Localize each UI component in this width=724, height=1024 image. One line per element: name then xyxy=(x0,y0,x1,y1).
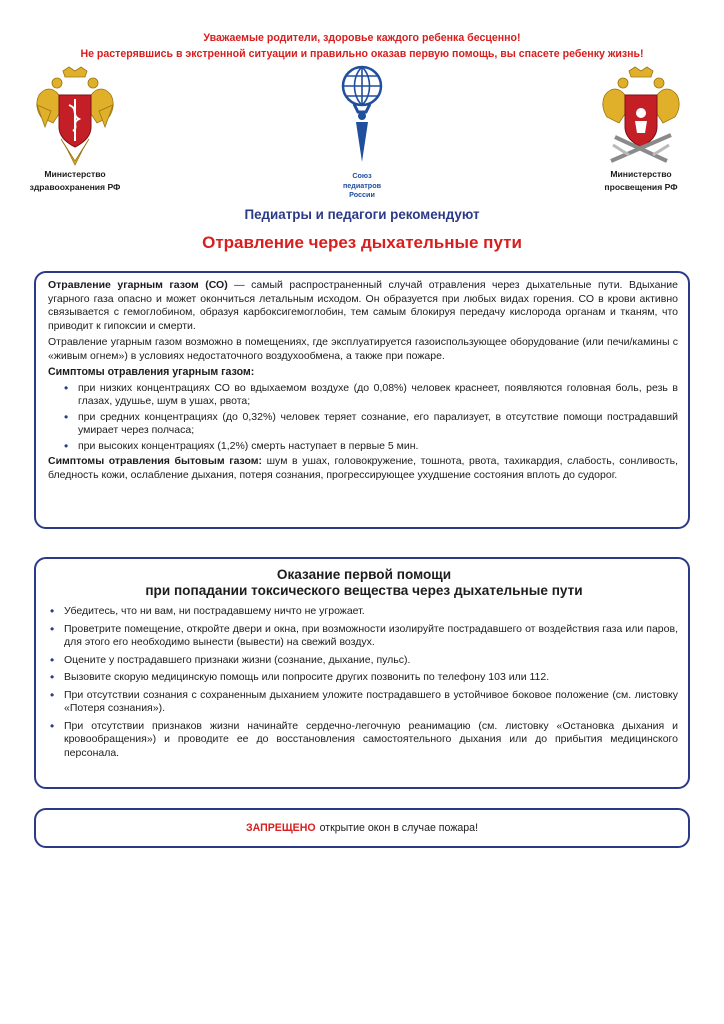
household-gas-paragraph xyxy=(48,455,678,482)
pediatric-union-logo xyxy=(322,64,402,200)
logo-caption-line: просвещения РФ xyxy=(604,182,678,192)
first-aid-title xyxy=(50,567,678,599)
first-aid-title-line-2: при попадании токсического вещества через дыхательные пути xyxy=(145,583,583,598)
header-appeal xyxy=(0,30,724,62)
header-line-1: Уважаемые родители, здоровье каждого ребенка бесценно! xyxy=(203,32,521,44)
warning-bold: ЗАПРЕЩЕНО xyxy=(245,822,316,834)
logo-caption-line: педиатров xyxy=(342,180,382,190)
co-symptoms-list xyxy=(48,382,678,454)
intro-text: — самый распространенный случай отравления через дыхательные пути. Вдыхание угарного газа опасно и может окончиться летальным исходом. Он образуется при любых видах горения. СО в крови активно связывается с гемоглобином, образуя карбоксигемоглобин, тем самым блокируя передачу кислорода органам и тканям, что приводит к гипоксии и смерти. xyxy=(48,279,678,332)
header-line-2: Не растерявшись в экстренной ситуации и правильно оказав первую помощь, вы спасете ребенку жизнь! xyxy=(80,48,644,60)
logo-caption-line: Союз xyxy=(352,171,372,180)
list-item: • Убедитесь, что ни вам, ни пострадавшему ничто не угрожает. xyxy=(50,605,678,619)
recommendation-heading: Педиатры и педагоги рекомендуют xyxy=(244,207,480,222)
list-item: • При отсутствии сознания с сохраненным дыханием уложите пострадавшего в устойчивое боковое положение (см. листовку «Потеря сознания»). xyxy=(50,689,678,716)
logo-caption-line: здравоохранения РФ xyxy=(29,182,121,192)
intro-paragraph xyxy=(48,279,678,333)
globe-figure-icon xyxy=(334,64,390,166)
list-item: • Вызовите скорую медицинскую помощь или попросите других позвонить по телефону 103 или 112. xyxy=(50,671,678,685)
list-item: • При отсутствии признаков жизни начинайте сердечно-легочную реанимацию (см. листовку «Остановка дыхания и кровообращения») и проводите ее до восстановления самостоятельного дыхания или до прибытия медицинского персонала. xyxy=(50,720,678,761)
first-aid-steps-list xyxy=(50,605,678,760)
logo-caption-line: Министерство xyxy=(44,169,106,179)
intro-bold-term: Отравление угарным газом (СО) xyxy=(48,279,228,291)
list-item: • при низких концентрациях СО во вдыхаемом воздухе (до 0,08%) человек краснеет, появляются головная боль, резь в глазах, удушье, шум в ушах, рвота; xyxy=(48,382,678,409)
first-aid-title-line-1: Оказание первой помощи xyxy=(276,567,452,582)
list-item: • Оцените у пострадавшего признаки жизни (сознание, дыхание, пульс). xyxy=(50,654,678,668)
ministry-health-logo xyxy=(20,65,130,193)
list-item: • при средних концентрациях (до 0,32%) человек теряет сознание, его парализует, в отсутствие помощи пострадавший умирает через полчаса; xyxy=(48,411,678,438)
warning-box xyxy=(34,808,690,848)
co-symptoms-heading: Симптомы отравления угарным газом: xyxy=(48,366,255,378)
list-item: • Проветрите помещение, откройте двери и окна, при возможности изолируйте пострадавшего от воздействия газа или паров, для этого его необходимо вынести (вывести) на свежий воздух. xyxy=(50,623,678,650)
list-item: • при высоких концентрациях (1,2%) смерть наступает в первые 5 мин. xyxy=(48,440,678,454)
logo-caption-line: Министерство xyxy=(610,169,672,179)
warning-text xyxy=(36,810,688,846)
first-aid-box xyxy=(34,557,690,789)
warning-rest: открытие окон в случае пожара! xyxy=(319,822,479,834)
double-headed-eagle-icon xyxy=(35,65,115,167)
page-title: Отравление через дыхательные пути xyxy=(202,233,522,252)
double-headed-eagle-icon xyxy=(601,65,681,167)
logo-caption-line: России xyxy=(349,190,375,199)
gas-symptoms-text: шум в ушах, головокружение, тошнота, рвота, тахикардия, слабость, сонливость, бледность кожи, ослабление дыхания, потеря сознания, прогрессирующее ухудшение состояния вплоть до судорог. xyxy=(48,455,678,481)
co-poisoning-info-box xyxy=(34,271,690,529)
gas-symptoms-heading: Симптомы отравления бытовым газом: xyxy=(48,455,263,467)
ministry-education-logo xyxy=(586,65,696,193)
conditions-paragraph: Отравление угарным газом возможно в помещениях, где эксплуатируется газоиспользующее оборудование (или печи/камины с «живым огнем») в условиях недостаточного воздухообмена, а также при пожаре. xyxy=(48,336,678,362)
